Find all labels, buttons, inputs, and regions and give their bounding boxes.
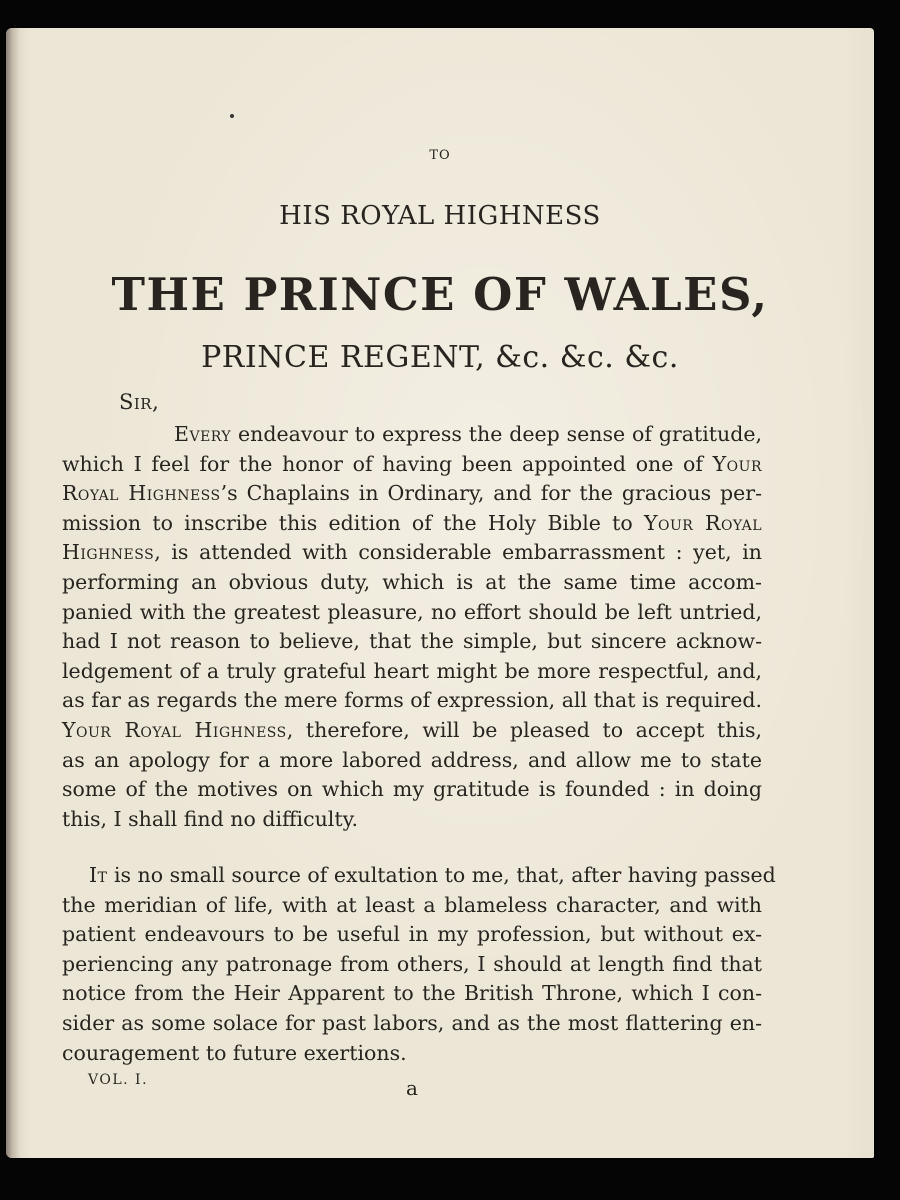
text-line: It is no small source of exultation to me, that, after having passed (89, 863, 776, 887)
dedication-his-royal-highness: HIS ROYAL HIGHNESS (279, 201, 601, 231)
text-line: as an apology for a more labored address, and allow me to state (62, 747, 762, 772)
text-line: some of the motives on which my gratitude is founded : in doing (62, 777, 762, 802)
text-line: patient endeavours to be useful in my profession, but without ex- (62, 922, 762, 947)
paragraph-1 (62, 420, 762, 834)
text-line: couragement to future exertions. (62, 1040, 407, 1065)
text-line: sider as some solace for past labors, and as the most flattering en- (62, 1010, 762, 1035)
signature-mark: a (406, 1076, 418, 1100)
dedication-prince-regent: PRINCE REGENT, &c. &c. &c. (201, 340, 679, 375)
salutation: Sir, (119, 390, 160, 414)
text-line: which I feel for the honor of having been appointed one of Your (62, 451, 762, 476)
text-line: as far as regards the mere forms of expression, all that is required. (62, 688, 762, 713)
dedication-to: TO (429, 148, 451, 163)
text-line: notice from the Heir Apparent to the British Throne, which I con- (62, 981, 762, 1006)
text-line: the meridian of life, with at least a blameless character, and with (62, 892, 762, 917)
dedication-prince-of-wales: THE PRINCE OF WALES, (111, 268, 769, 321)
text-line: Highness, is attended with considerable embarrassment : yet, in (62, 540, 762, 565)
text-line: periencing any patronage from others, I should at length find that (62, 951, 762, 976)
volume-marker: VOL. I. (88, 1072, 149, 1088)
text-line: panied with the greatest pleasure, no effort should be left untried, (62, 599, 762, 624)
page-gutter-edge (6, 28, 20, 1158)
text-line: Royal Highness’s Chaplains in Ordinary, and for the gracious per- (62, 481, 762, 506)
paragraph-2 (62, 861, 776, 1068)
text-line: performing an obvious duty, which is at the same time accom- (62, 569, 762, 594)
book-page (6, 28, 874, 1158)
text-line: Every endeavour to express the deep sense of gratitude, (174, 422, 762, 446)
text-line: ledgement of a truly grateful heart might be more respectful, and, (62, 658, 762, 683)
text-line: Your Royal Highness, therefore, will be pleased to accept this, (62, 717, 762, 742)
text-line: mission to inscribe this edition of the Holy Bible to Your Royal (62, 510, 762, 535)
text-line: this, I shall find no difficulty. (62, 806, 358, 831)
ink-speck (230, 114, 234, 118)
text-line: had I not reason to believe, that the simple, but sincere acknow- (62, 629, 762, 654)
page-right-edge (844, 28, 874, 1158)
